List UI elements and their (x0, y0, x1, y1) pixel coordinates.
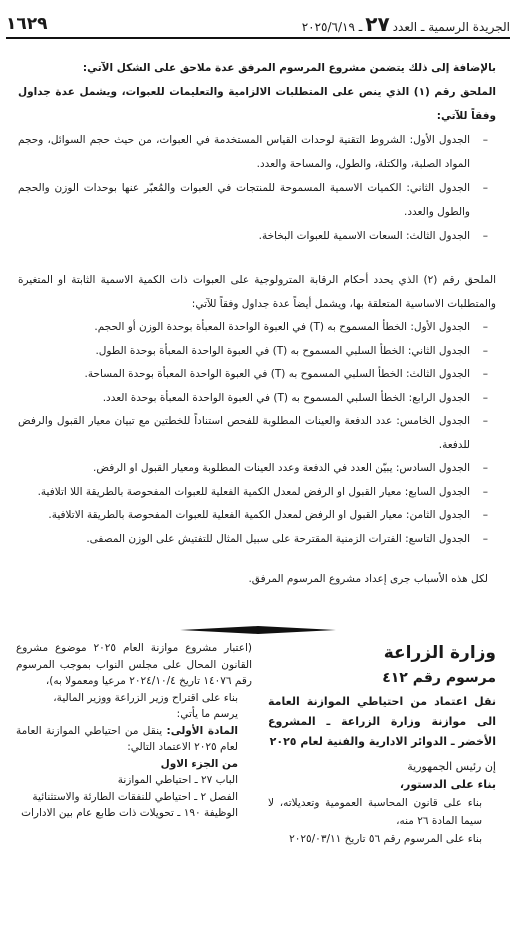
annex-2-item: – الجدول الثالث: الخطأ السلبي المسموح به (T) في العبوة الواحدة المعبأة بوحدة المساحة. (18, 363, 496, 387)
budget-line: الباب ٢٧ ـ احتياطي الموازنة (117, 774, 238, 786)
article-1-text: ينقل من احتياطي الموازنة العامة لعام ٢٠٢٥ الاعتماد التالي: (16, 724, 238, 753)
annex-2-list (18, 316, 496, 551)
gazette-title: الجريدة الرسمية ـ العدد (392, 20, 510, 34)
page-number: ١٦٢٩ (6, 14, 48, 34)
decree-subject: نقل اعتماد من احتياطي الموازنة العامة الى موازنة وزارة الزراعة ـ المشروع الأخضر ـ الدوائر الادارية والفنية لعام ٢٠٢٥ (268, 695, 496, 748)
closing-sentence: لكل هذه الأسباب جرى إعداد مشروع المرسوم المرفق. (248, 573, 488, 585)
budget-line: الفصل ٢ ـ احتياطي للنفقات الطارئة والاستثنائية (32, 790, 238, 803)
annex-1-title: الملحق رقم (١) الذي ينص على المتطلبات الالزامية والتعليمات للعبوات، ويشمل عدة جداول وفقاً للآتي: (18, 86, 496, 122)
annex-2-item: – الجدول التاسع: الفترات الزمنية المقترحة على سبيل المثال للتفتيش على الوزن المصفى. (18, 528, 496, 552)
annex-2-item: – الجدول الثامن: معيار القبول او الرفض لمعدل الكمية الفعلية للعبوات المفحوصة بالطريقة الاتلافية. (18, 504, 496, 528)
issue-date: ـ ٢٠٢٥/٦/١٩ (301, 20, 363, 34)
ministry-name: وزارة الزراعة (383, 643, 496, 663)
section-divider (180, 626, 336, 634)
annex-2-item: – الجدول السادس: يبيّن العدد في الدفعة وعدد العينات المطلوبة ومعيار القبول او الرفض. (18, 457, 496, 481)
budget-line: الوظيفة ١٩٠ ـ تحويلات ذات طابع عام بين الادارات (21, 807, 238, 819)
decree-body-column (16, 640, 252, 822)
decrees-line: يرسم ما يأتي: (176, 708, 238, 720)
annex-1-item: – الجدول الثالث: السعات الاسمية للعبوات البخاخة. (18, 224, 496, 248)
decree-number: مرسوم رقم ٤١٢ (382, 670, 496, 686)
decree-header-column (268, 640, 496, 848)
spacer (18, 248, 496, 268)
article-1 (16, 723, 252, 756)
page-header (6, 10, 510, 34)
annex-1-item: – الجدول الأول: الشروط التقنية لوحدات القياس المستخدمة في العبوات، من حيث حجم السوائل، وحجم المواد الصلبة، والكتلة، والطول، والمساحة والعدد. (18, 128, 496, 176)
decree-reference: بناء على المرسوم رقم ٥٦ تاريخ ٢٠٢٥/٠٣/١١ (289, 833, 482, 845)
header-title-group (302, 14, 510, 34)
annex-2-item: – الجدول الثاني: الخطأ السلبي المسموح به (T) في العبوة الواحدة المعبأة بوحدة الطول. (18, 340, 496, 364)
president-line: إن رئيس الجمهورية (407, 760, 496, 773)
annex-2-item: – الجدول السابع: معيار القبول او الرفض لمعدل الكمية الفعلية للعبوات المفحوصة بالطريقة اللا اتلافية. (18, 481, 496, 505)
annexes-intro: بالإضافة إلى ذلك يتضمن مشروع المرسوم المرفق عدة ملاحق على الشكل الآتي: (82, 62, 496, 74)
proposal-line: بناء على اقتراح وزير الزراعة ووزير المالية، (53, 691, 238, 704)
budget-consideration: (اعتبار مشروع موازنة العام ٢٠٢٥ موضوع مشروع القانون المحال على مجلس النواب بموجب المرسوم رقم ١٤٠٧٦ تاريخ ٢٠٢٤/١٠/٤ مرعيا ومعمولا به)، (16, 642, 253, 687)
annex-2-title: الملحق رقم (٢) الذي يحدد أحكام الرقابة المترولوجية على العبوات ذات الكمية الاسمية الثابتة او المتغيرة والمتطلبات الاساسية المتعلقة بها، ويشمل أيضاً عدة جداول وفقاً للآتي: (18, 274, 496, 310)
annex-2-item: – الجدول الخامس: عدد الدفعة والعينات المطلوبة للفحص استناداً للخطتين مع تبيان معيار القبول والرفض للدفعة. (18, 410, 496, 457)
article-1-label: المادة الأولى: (166, 724, 238, 737)
annex-1-list (18, 128, 496, 248)
law-reference: بناء على قانون المحاسبة العمومية وتعديلاته، لا سيما المادة ٢٦ منه، (268, 797, 482, 827)
annex-2-item: – الجدول الرابع: الخطأ السلبي المسموح به (T) في العبوة الواحدة المعبأة بوحدة العدد. (18, 387, 496, 411)
annex-2-item: – الجدول الأول: الخطأ المسموح به (T) في العبوة الواحدة المعبأة بوحدة الوزن أو الحجم. (18, 316, 496, 340)
annex-1-item: – الجدول الثاني: الكميات الاسمية المسموحة للمنتجات في العبوات والمُعبّر عنها بوحدات الوزن والحجم والطول والعدد. (18, 176, 496, 224)
explanatory-section (18, 56, 496, 591)
header-rule (6, 37, 510, 39)
issue-number: ٢٧ (365, 12, 390, 36)
part-title: من الجزء الاول (160, 757, 238, 770)
constitution-line: بناء على الدستور، (399, 778, 496, 791)
